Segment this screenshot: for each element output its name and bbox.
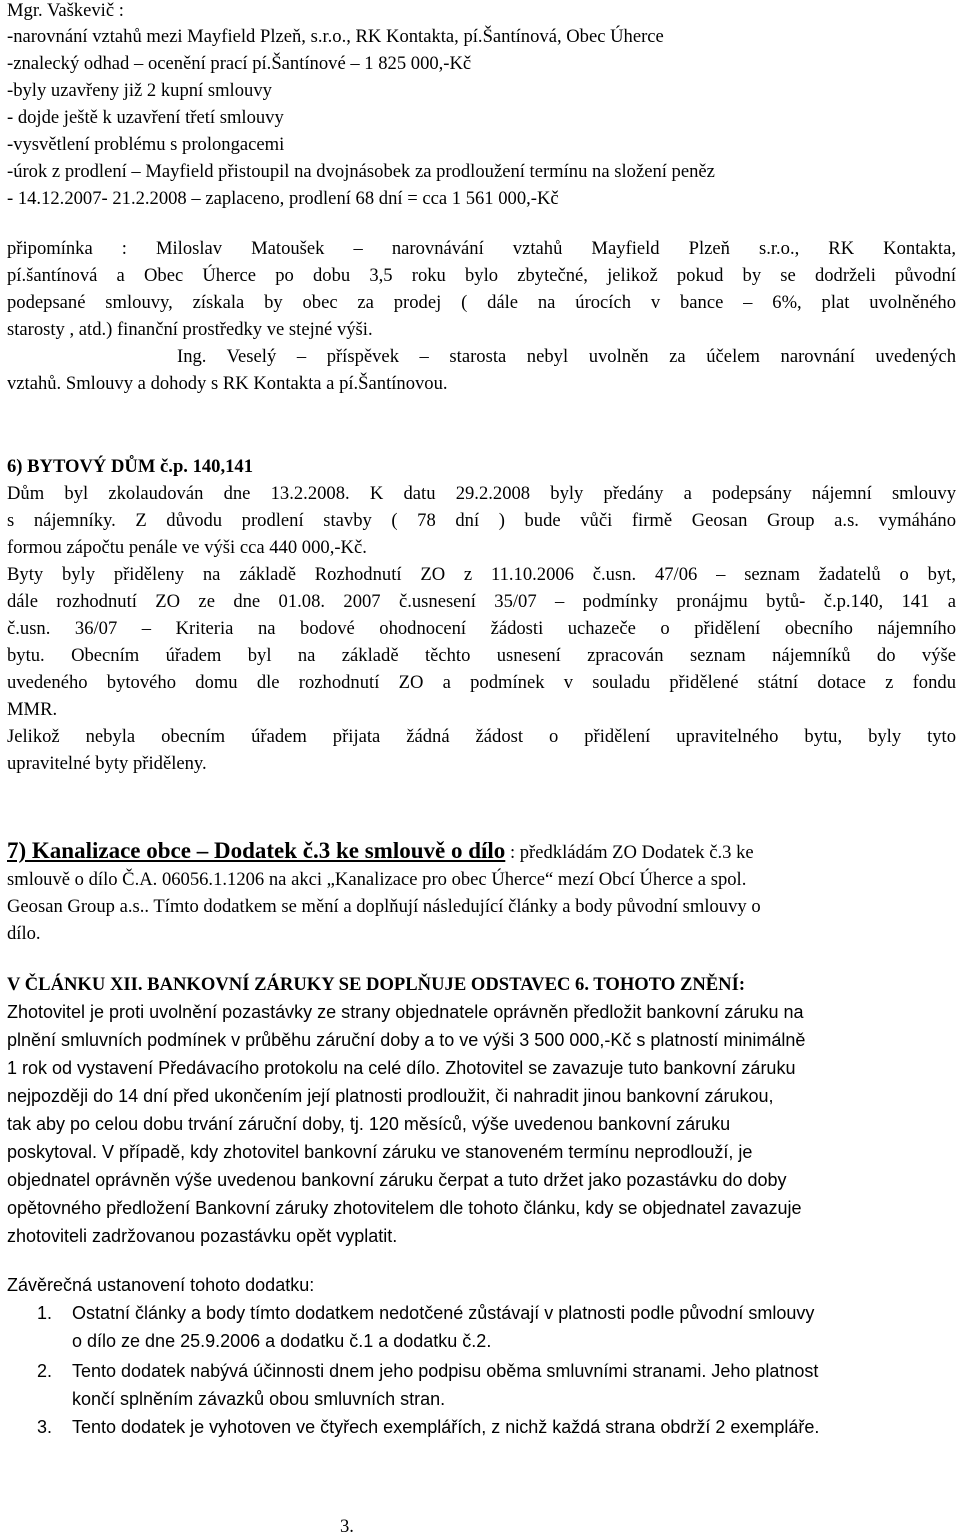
body-line: uvedeného bytového domu dle rozhodnutí ZO a podmínek v souladu přidělené státní dotace z fondu — [7, 672, 956, 693]
list-item: Tento dodatek je vyhotoven ve čtyřech exemplářích, z nichž každá strana obdrží 2 exempláře. — [72, 1417, 820, 1437]
body-line: Dům byl zkolaudován dne 13.2.2008. K datu 29.2.2008 byly předány a podepsány nájemní smlouvy — [7, 483, 956, 504]
list-item-number: 3. — [37, 1417, 53, 1437]
comment-line: podepsané smlouvy, získala by obec za prodej ( dále na úrocích v bance – 6%, plat uvolněného — [7, 292, 956, 313]
body-line: bytu. Obecním úřadem byl na základě těchto usnesení zpracován seznam nájemníků do výše — [7, 645, 956, 666]
top-line: -byly uzavřeny již 2 kupní smlouvy — [7, 80, 272, 101]
list-item: Tento dodatek nabývá účinnosti dnem jeho podpisu oběma smluvními stranami. Jeho platnost — [72, 1361, 819, 1381]
list-item: Ostatní články a body tímto dodatkem nedotčené zůstávají v platnosti podle původní smlouvy — [72, 1303, 815, 1323]
list-item-continued: o dílo ze dne 25.9.2006 a dodatku č.1 a dodatku č.2. — [72, 1331, 492, 1351]
final-provisions-heading: Závěrečná ustanovení tohoto dodatku: — [7, 1275, 315, 1295]
kanalizace-heading-rest: : předkládám ZO Dodatek č.3 ke — [505, 842, 754, 863]
body-line: dílo. — [7, 923, 41, 944]
body-line: Byty byly přiděleny na základě Rozhodnutí ZO z 11.10.2006 č.usn. 47/06 – seznam žadatelů o byt, — [7, 564, 956, 585]
top-line: - 14.12.2007- 21.2.2008 – zaplaceno, prodlení 68 dní = cca 1 561 000,-Kč — [7, 188, 559, 209]
top-line: -úrok z prodlení – Mayfield přistoupil na dvojnásobek za prodloužení termínu na složení peněz — [7, 161, 715, 182]
body-line: smlouvě o dílo Č.A. 06056.1.1206 na akci „Kanalizace pro obec Úherce“ mezí Obcí Úherce a spol. — [7, 869, 747, 890]
clause-line: 1 rok od vystavení Předávacího protokolu na celé dílo. Zhotovitel se zavazuje tuto bankovní záruku — [7, 1058, 796, 1078]
body-line: Jelikož nebyla obecním úřadem přijata žádná žádost o přidělení upravitelného bytu, byly tyto — [7, 726, 956, 747]
list-item-number: 2. — [37, 1361, 53, 1381]
clause-line: Zhotovitel je proti uvolnění pozastávky ze strany objednatele oprávněn předložit bankovní záruku na — [7, 1002, 804, 1022]
clause-line: tak aby po celou dobu trvání záruční doby, tj. 120 měsíců, výše uvedenou bankovní záruku — [7, 1114, 731, 1134]
top-line: -vysvětlení problému s prolongacemi — [7, 134, 285, 155]
clause-line: objednatel oprávněn výše uvedenou bankovní záruku čerpat a tuto držet jako pozastávku do doby — [7, 1170, 787, 1190]
section-heading-kanalizace — [7, 836, 754, 868]
clause-line: nejpozději do 14 dní před ukončením její platnosti prodloužit, či nahradit jinou bankovní zárukou, — [7, 1086, 774, 1106]
body-line: č.usn. 36/07 – Kriteria na bodové ohodnocení žádosti uchazeče o přidělení obecního nájemního — [7, 618, 956, 639]
body-line: upravitelné byty přiděleny. — [7, 753, 207, 774]
list-item-continued: končí splněním závazků obou smluvních stran. — [72, 1389, 446, 1409]
clause-line: zhotoviteli zadržovanou pozastávku opět vyplatit. — [7, 1226, 398, 1246]
comment-line: připomínka : Miloslav Matoušek – narovnávání vztahů Mayfield Plzeň s.r.o., RK Kontakta, — [7, 238, 956, 259]
speaker-line: Mgr. Vaškevič : — [7, 0, 124, 21]
clause-line: poskytoval. V případě, kdy zhotovitel bankovní záruku ve stanoveném termínu neprodlouží, je — [7, 1142, 753, 1162]
clause-line: plnění smluvních podmínek v průběhu záruční doby a to ve výši 3 500 000,-Kč s platností minimálně — [7, 1030, 806, 1050]
body-line: s nájemníky. Z důvodu prodlení stavby ( 78 dní ) bude vůči firmě Geosan Group a.s. vymáháno — [7, 510, 956, 531]
body-line: MMR. — [7, 699, 58, 720]
page-number: 3. — [340, 1516, 354, 1537]
comment-line: vztahů. Smlouvy a dohody s RK Kontakta a pí.Šantínovou. — [7, 373, 448, 394]
comment-line: starosty , atd.) finanční prostředky ve stejné výši. — [7, 319, 373, 340]
top-line: -znalecký odhad – ocenění prací pí.Šantínové – 1 825 000,-Kč — [7, 53, 472, 74]
body-line: dále rozhodnutí ZO ze dne 01.08. 2007 č.usnesení 35/07 – podmínky pronájmu bytů- č.p.140, 141 a — [7, 591, 956, 612]
top-line: - dojde ještě k uzavření třetí smlouvy — [7, 107, 284, 128]
comment-line: pí.šantínová a Obec Úherce po dobu 3,5 roku bylo zbytečné, jelikož pokud by se dodrželi původní — [7, 265, 956, 286]
section-heading-clanek — [7, 974, 745, 996]
list-item-number: 1. — [37, 1303, 53, 1323]
body-line: Geosan Group a.s.. Tímto dodatkem se mění a doplňují následující články a body původní smlouvy o — [7, 896, 761, 917]
clanek-heading-text: V ČLÁNKU XII. BANKOVNÍ ZÁRUKY SE DOPLŇUJE ODSTAVEC 6. TOHOTO ZNĚNÍ: — [7, 974, 746, 995]
kanalizace-heading-title: 7) Kanalizace obce – Dodatek č.3 ke smlouvě o dílo — [7, 838, 506, 863]
section-heading-bytovy: 6) BYTOVÝ DŮM č.p. 140,141 — [7, 456, 254, 477]
body-line: formou zápočtu penále ve výši cca 440 000,-Kč. — [7, 537, 367, 558]
clause-line: opětovného předložení Bankovní záruky zhotovitelem dle tohoto článku, kdy se objednatel zavazuje — [7, 1198, 802, 1218]
comment-line: Ing. Veselý – příspěvek – starosta nebyl uvolněn za účelem narovnání uvedených — [177, 346, 956, 367]
top-line: -narovnání vztahů mezi Mayfield Plzeň, s.r.o., RK Kontakta, pí.Šantínová, Obec Úherce — [7, 26, 664, 47]
